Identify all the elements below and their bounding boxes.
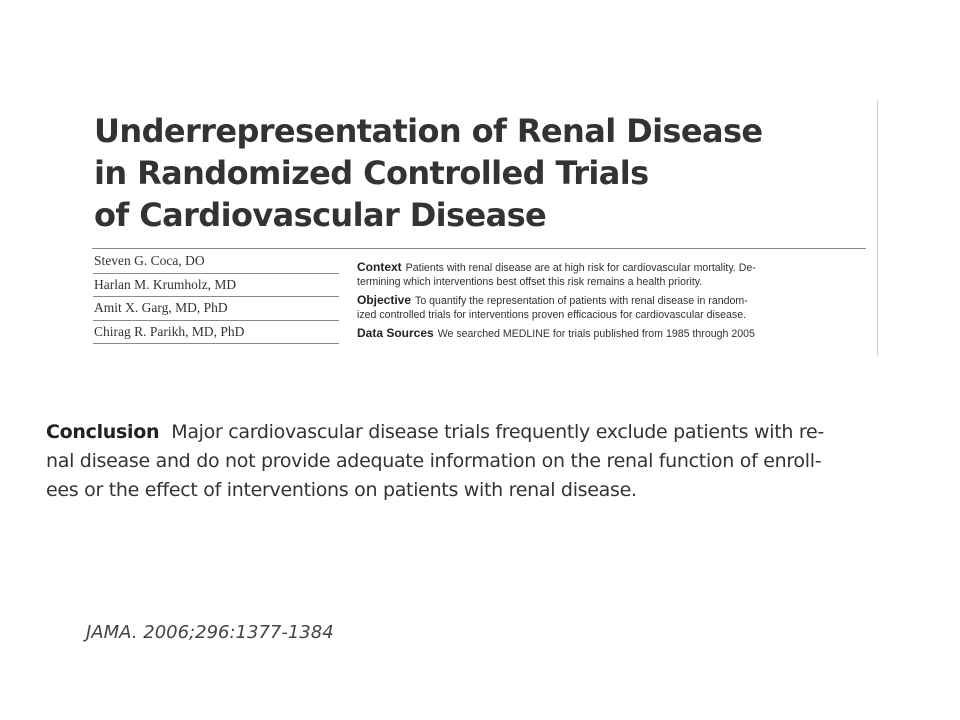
conclusion <box>46 418 916 505</box>
article-title <box>94 110 854 236</box>
conclusion-heading: Conclusion <box>46 421 160 443</box>
abstract <box>357 260 872 345</box>
citation: JAMA. 2006;296:1377-1384 <box>86 622 334 643</box>
abstract-objective-text: To quantify the representation of patients with renal disease in random- <box>415 295 748 307</box>
conclusion-text: Major cardiovascular disease trials frequently exclude patients with re- <box>171 421 824 443</box>
conclusion-line: ees or the effect of interventions on patients with renal disease. <box>46 479 637 501</box>
abstract-context-text: Patients with renal disease are at high risk for cardiovascular mortality. De- <box>405 262 756 274</box>
abstract-objective-text: ized controlled trials for interventions proven efficacious for cardiovascular disease. <box>357 309 747 321</box>
abstract-data-sources-text: We searched MEDLINE for trials published from 1985 through 2005 <box>437 328 755 340</box>
author-name: Steven G. Coca, DO <box>93 250 339 274</box>
title-divider <box>92 248 866 249</box>
author-name: Amit X. Garg, MD, PhD <box>93 297 339 321</box>
article-title-line: in Randomized Controlled Trials <box>94 154 649 192</box>
author-name: Harlan M. Krumholz, MD <box>93 274 339 298</box>
abstract-context-heading: Context <box>357 260 402 274</box>
abstract-context-text: termining which interventions best offset this risk remains a health priority. <box>357 276 703 288</box>
author-name: Chirag R. Parikh, MD, PhD <box>93 321 339 345</box>
abstract-objective-heading: Objective <box>357 293 412 307</box>
abstract-data-sources <box>357 326 872 341</box>
abstract-objective <box>357 293 872 322</box>
abstract-data-sources-heading: Data Sources <box>357 326 434 340</box>
article-title-line: of Cardiovascular Disease <box>94 196 547 234</box>
article-title-line: Underrepresentation of Renal Disease <box>94 112 763 150</box>
conclusion-line <box>46 418 916 447</box>
conclusion-line: nal disease and do not provide adequate information on the renal function of enroll- <box>46 450 822 472</box>
author-list <box>93 250 339 344</box>
article-clipping <box>80 100 878 356</box>
abstract-context <box>357 260 872 289</box>
